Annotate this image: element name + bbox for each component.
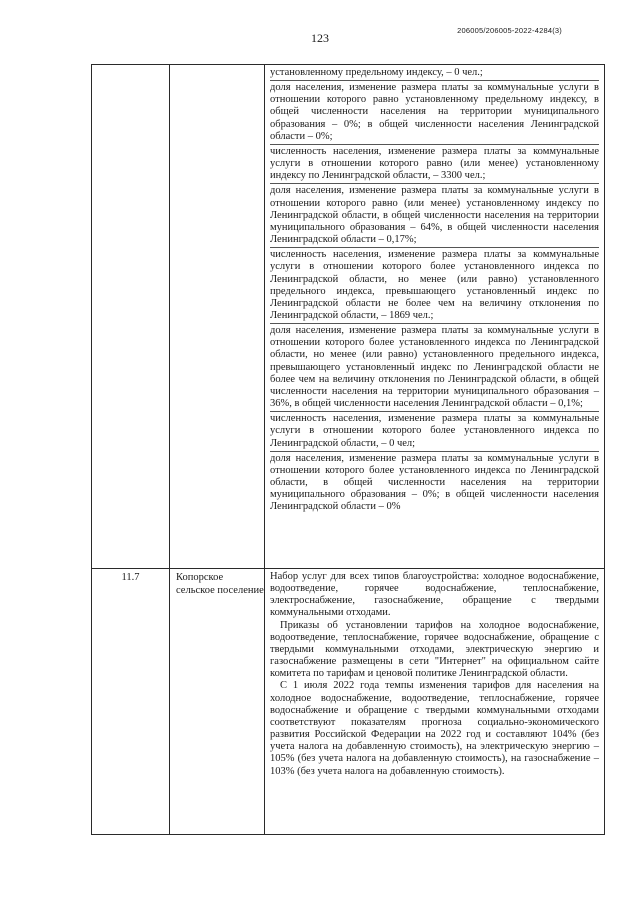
- paragraph: доля населения, изменение размера платы за коммунальные услуги в отношении которого более установленного индекса по Ленинградской области, в общей численности населения на территории муниципального образования – 0%; в общей численности населения Ленинградской области – 0%: [270, 452, 599, 513]
- page-number: 123: [311, 31, 329, 45]
- table-row: [92, 65, 605, 569]
- paragraph: численность населения, изменение размера платы за коммунальные услуги в отношении которого более установленного индекса по Ленинградской области, – 0 чел;: [270, 413, 599, 451]
- paragraph: численность населения, изменение размера платы за коммунальные услуги в отношении которого равно (или менее) установленному индексу по Ленинградской области, – 3300 чел.;: [270, 146, 599, 184]
- tariff-info-cell: [265, 569, 605, 835]
- paragraph: Приказы об установлении тарифов на холодное водоснабжение, водоотведение, теплоснабжение, горячее водоснабжение, обращение с твердыми коммунальными отходами, электрическую энергию и газоснабжение размещены в сети "Интернет" на официальном сайте комитета по тарифам и ценовой политике Ленинградской области.: [270, 619, 599, 680]
- tariff-table: [91, 64, 605, 835]
- paragraph: Набор услуг для всех типов благоустройства: холодное водоснабжение, водоотведение, горячее водоснабжение, теплоснабжение, электроснабжение, газоснабжение, обращение с твердыми коммунальными отходами.: [270, 571, 599, 619]
- paragraph: численность населения, изменение размера платы за коммунальные услуги в отношении которого более установленного индекса по Ленинградской области, но менее (или равно) установленного предельного индекса, превышающего установленный индекс по Ленинградской области не более чем на величину отклонения по Ленинградской области, – 1869 чел.;: [270, 249, 599, 324]
- document-code: 206005/206005-2022-4284(3): [457, 26, 562, 35]
- paragraph: доля населения, изменение размера платы за коммунальные услуги в отношении которого более установленного индекса по Ленинградской области, но менее (или равно) установленного предельного индекса, превышающего установленный индекс по Ленинградской области не более чем на величину отклонения по Ленинградской области, в общей численности населения на территории муниципального образования – 36%, в общей численности населения Ленинградской области – 0,1%;: [270, 325, 599, 412]
- paragraph: С 1 июля 2022 года темпы изменения тарифов для населения на холодное водоснабжение, водоотведение, теплоснабжение, горячее водоснабжение и обращение с твердыми коммунальными отходами соответствуют показателям прогноза социально-экономического развития Российской Федерации на 2022 год и составляют 104% (без учета налога на добавленную стоимость), на электрическую энергию – 105% (без учета налога на добавленную стоимость), на газоснабжение – 103% (без учета налога на добавленную стоимость).: [270, 680, 599, 777]
- indicators-cell: [265, 65, 605, 569]
- paragraph: доля населения, изменение размера платы за коммунальные услуги в отношении которого равно установленному предельному индексу, в общей численности населения на территории муниципального образования – 0%; в общей численности населения Ленинградской области – 0%;: [270, 82, 599, 145]
- settlement-name-cell: Копорское сельское поселение: [170, 569, 265, 835]
- row-number-cell: 11.7: [92, 569, 170, 835]
- paragraph: установленному предельному индексу, – 0 чел.;: [270, 67, 599, 81]
- paragraph: доля населения, изменение размера платы за коммунальные услуги в отношении которого равно (или менее) установленному индексу по Ленинградской области, в общей численности населения на территории муниципального образования – 64%, в общей численности населения Ленинградской области – 0,17%;: [270, 185, 599, 248]
- settlement-name-cell: [170, 65, 265, 569]
- table-row: [92, 569, 605, 835]
- row-number-cell: [92, 65, 170, 569]
